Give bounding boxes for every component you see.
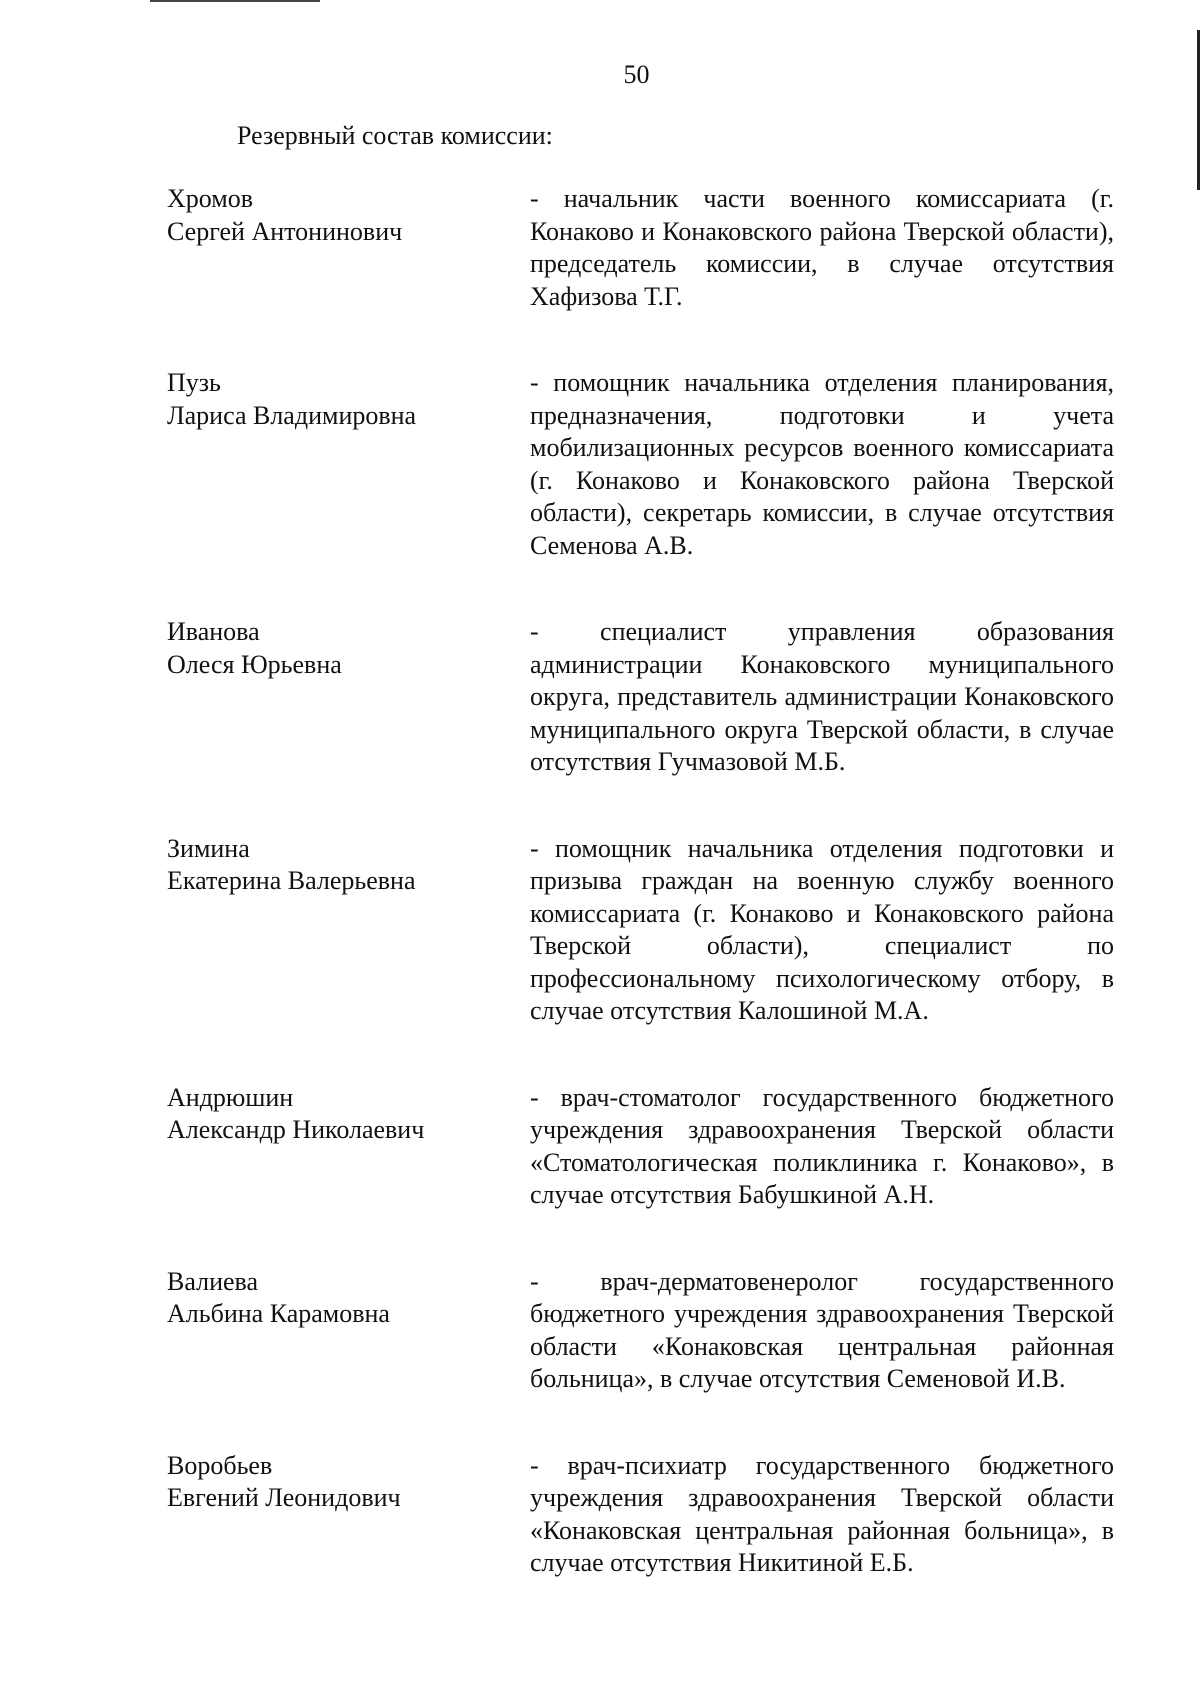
- member-role: - начальник части военного комиссариата (г. Конаково и Конаковского района Тверской области), председатель комиссии, в случае отсутствия Хафизова Т.Г.: [530, 184, 1114, 311]
- member-name: [0, 367, 530, 562]
- member-given-names: Екатерина Валерьевна: [167, 866, 416, 895]
- member-surname: Зимина: [167, 833, 250, 863]
- member-role: - врач-дерматовенеролог государственного бюджетного учреждения здравоохранения Тверской области «Конаковская центральная районная больница», в случае отсутствия Семеновой И.В.: [530, 1266, 1114, 1393]
- member-given-names: Альбина Карамовна: [167, 1299, 390, 1328]
- section-title: Резервный состав комиссии:: [237, 121, 553, 150]
- member-name: [0, 1082, 530, 1212]
- member-role: - помощник начальника отделения планирования, предназначения, подготовки и учета мобилизационных ресурсов военного комиссариата (г. Конаково и Конаковского района Тверской области), секретарь комиссии, в случае отсутствия Семенова А.В.: [530, 368, 1114, 560]
- member-name: [0, 616, 530, 779]
- member-name: [0, 183, 530, 313]
- member-surname: Валиева: [167, 1266, 259, 1296]
- member-given-names: Евгений Леонидович: [167, 1483, 401, 1512]
- member-entry: [0, 183, 1200, 313]
- member-entry: [0, 1450, 1200, 1580]
- member-list: [0, 183, 1200, 1634]
- member-surname: Хромов: [167, 184, 254, 213]
- member-surname: Андрюшин: [167, 1082, 294, 1112]
- member-name: [0, 1450, 530, 1580]
- member-role: - врач-психиатр государственного бюджетного учреждения здравоохранения Тверской области «Конаковская центральная районная больница», в случае отсутствия Никитиной Е.Б.: [530, 1450, 1114, 1577]
- member-role: - врач-стоматолог государственного бюджетного учреждения здравоохранения Тверской области «Стоматологическая поликлиника г. Конаково», в случае отсутствия Бабушкиной А.Н.: [530, 1082, 1114, 1209]
- member-given-names: Александр Николаевич: [167, 1115, 425, 1144]
- member-entry: [0, 367, 1200, 562]
- member-entry: [0, 1082, 1200, 1212]
- member-given-names: Олеся Юрьевна: [167, 649, 342, 679]
- member-entry: [0, 1266, 1200, 1396]
- member-given-names: Сергей Антонинович: [167, 216, 403, 246]
- member-entry: [0, 833, 1200, 1028]
- member-role: - помощник начальника отделения подготовки и призыва граждан на военную службу военного комиссариата (г. Конаково и Конаковского района Тверской области), специалист по профессиональному психологическому отбору, в случае отсутствия Калошиной М.А.: [530, 833, 1114, 1025]
- scan-top-border: [150, 0, 320, 2]
- member-given-names: Лариса Владимировна: [167, 400, 417, 430]
- member-surname: Иванова: [167, 617, 260, 646]
- member-surname: Пузь: [167, 368, 221, 397]
- member-role: - специалист управления образования администрации Конаковского муниципального округа, представитель администрации Конаковского муниципального округа Тверской области, в случае отсутствия Гучмазовой М.Б.: [530, 617, 1114, 776]
- member-name: [0, 1266, 530, 1396]
- member-surname: Воробьев: [167, 1450, 273, 1480]
- member-name: [0, 833, 530, 1028]
- member-entry: [0, 616, 1200, 779]
- page-number: 50: [623, 60, 650, 89]
